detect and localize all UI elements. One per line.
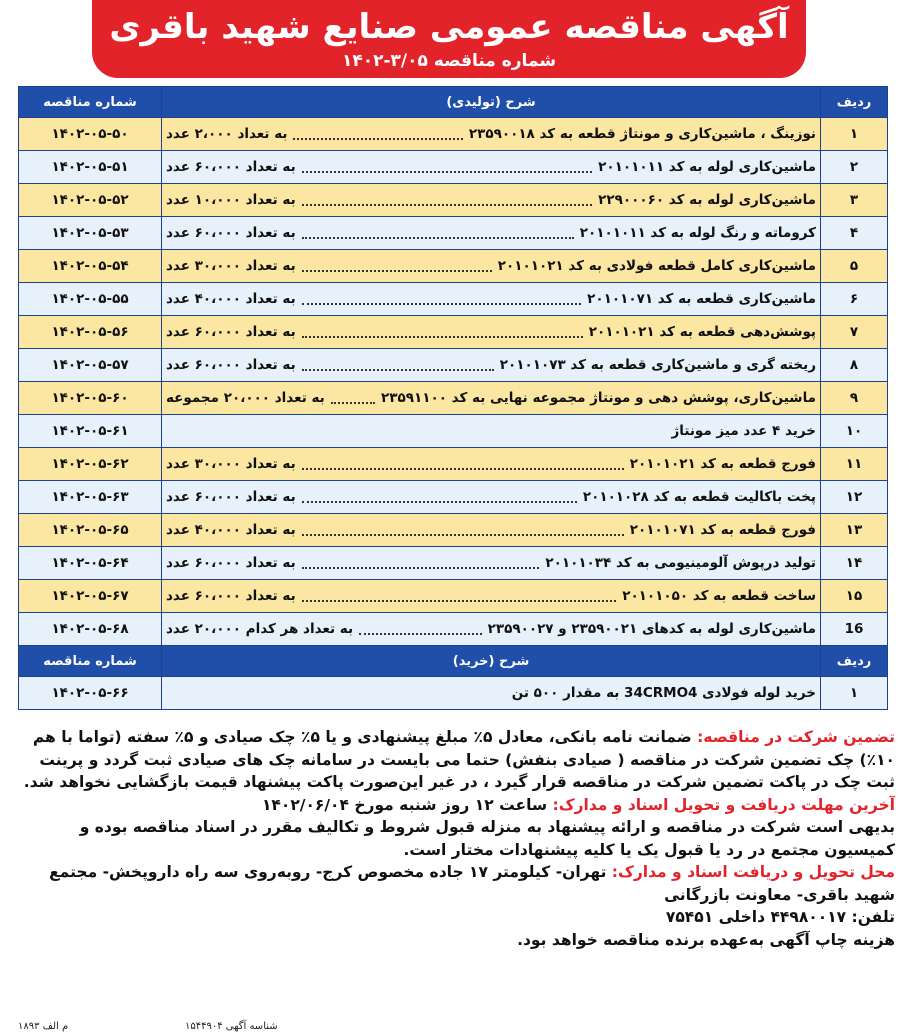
dotted-leader (331, 392, 375, 404)
row-quantity: به تعداد ۲۰،۰۰۰ مجموعه (166, 390, 325, 406)
table-row (19, 613, 888, 646)
row-index: ۸ (821, 349, 888, 382)
row-description (162, 481, 821, 514)
row-description (162, 415, 821, 448)
row-desc-text: پوشش‌دهی قطعه به کد ۲۰۱۰۱۰۲۱ (588, 324, 816, 340)
row-index: ۱۴ (821, 547, 888, 580)
deadline-text: ساعت ۱۲ روز شنبه مورخ ۱۴۰۲/۰۶/۰۴ (261, 795, 548, 814)
row-number: ۱۴۰۲-۰۵-۶۲ (19, 448, 162, 481)
dotted-leader (302, 194, 592, 206)
row-desc-text: ماشین‌کاری لوله به کدهای ۲۳۵۹۰۰۲۱ و ۲۳۵۹۰۰۲۷ (487, 621, 816, 637)
row-description (162, 316, 821, 349)
row-desc-text: فورج قطعه به کد ۲۰۱۰۱۰۷۱ (629, 522, 816, 538)
table-row (19, 415, 888, 448)
ad-code: م الف ۱۸۹۳ (18, 1021, 69, 1032)
row-description (162, 514, 821, 547)
table-row (19, 481, 888, 514)
row-desc-text: ساخت قطعه به کد ۲۰۱۰۱۰۵۰ (622, 588, 816, 604)
dotted-leader (302, 260, 492, 272)
row-desc-text: نوزینگ ، ماشین‌کاری و مونتاژ قطعه به کد ۲۳۵۹۰۰۱۸ (468, 126, 816, 142)
notes-section (12, 726, 895, 951)
row-quantity: به تعداد ۶۰،۰۰۰ عدد (166, 225, 296, 241)
row-index: ۱۵ (821, 580, 888, 613)
dotted-leader (302, 458, 624, 470)
row-number: ۱۴۰۲-۰۵-۵۰ (19, 118, 162, 151)
row-desc-text: فورج قطعه به کد ۲۰۱۰۱۰۲۱ (629, 456, 816, 472)
guarantee-text: ضمانت نامه بانکی، معادل ۵٪ مبلغ پیشنهادی و یا ۵٪ چک صیادی و ۵٪ سفته (تواما با هم ۱۰٪) چک تضمین شرکت در مناقصه ( صیادی بنفش) حتما می بایست در سامانه چک های صیادی ثبت گردد و پرینت ثبت چک در پاکت تضمین شرکت در مناقصه قرار گیرد ، در غیر این‌صورت پاکت پیشنهاد قیمت بازگشایی نخواهد شد. (23, 728, 895, 791)
dotted-leader (302, 359, 494, 371)
row-index: ۱۲ (821, 481, 888, 514)
row-description (162, 151, 821, 184)
dotted-leader (302, 161, 592, 173)
row-quantity: به تعداد ۱۰،۰۰۰ عدد (166, 192, 296, 208)
row-index: ۱۱ (821, 448, 888, 481)
header-description: شرح (تولیدی) (162, 87, 821, 118)
row-quantity: به تعداد ۴۰،۰۰۰ عدد (166, 522, 296, 538)
row-index: ۱ (821, 677, 888, 710)
row-index: ۱ (821, 118, 888, 151)
row-index: ۲ (821, 151, 888, 184)
row-description (162, 349, 821, 382)
dotted-leader (302, 293, 581, 305)
row-number: ۱۴۰۲-۰۵-۶۰ (19, 382, 162, 415)
row-quantity: به تعداد ۶۰،۰۰۰ عدد (166, 588, 296, 604)
guarantee-label: تضمین شرکت در مناقصه: (697, 728, 895, 746)
table-row (19, 547, 888, 580)
row-number: ۱۴۰۲-۰۵-۵۷ (19, 349, 162, 382)
table-row (19, 514, 888, 547)
purchase-header-description: شرح (خرید) (162, 646, 821, 677)
row-description (162, 448, 821, 481)
row-quantity: به تعداد ۶۰،۰۰۰ عدد (166, 357, 296, 373)
row-quantity: به تعداد ۳۰،۰۰۰ عدد (166, 456, 296, 472)
row-number: ۱۴۰۲-۰۵-۶۵ (19, 514, 162, 547)
row-number: ۱۴۰۲-۰۵-۵۳ (19, 217, 162, 250)
row-number: ۱۴۰۲-۰۵-۵۵ (19, 283, 162, 316)
row-number: ۱۴۰۲-۰۵-۵۲ (19, 184, 162, 217)
table-row (19, 217, 888, 250)
delivery-label: محل تحویل و دریافت اسناد و مدارک: (611, 863, 895, 881)
row-desc-text: کروماته و رنگ لوله به کد ۲۰۱۰۱۰۱۱ (579, 225, 816, 241)
table-row (19, 448, 888, 481)
row-quantity: به تعداد ۴۰،۰۰۰ عدد (166, 291, 296, 307)
row-number: ۱۴۰۲-۰۵-۶۸ (19, 613, 162, 646)
phone-text: تلفن: ۴۴۹۸۰۰۱۷ داخلی ۷۵۴۵۱ (665, 908, 895, 926)
dotted-leader (302, 227, 574, 239)
row-description (162, 283, 821, 316)
row-number: ۱۴۰۲-۰۵-۶۱ (19, 415, 162, 448)
row-description (162, 250, 821, 283)
row-description (162, 613, 821, 646)
row-desc-text: ماشین‌کاری لوله به کد ۲۰۱۰۱۰۱۱ (598, 159, 816, 175)
row-desc-text: تولید درپوش آلومینیومی به کد ۲۰۱۰۱۰۳۴ (545, 555, 816, 571)
row-description (162, 118, 821, 151)
table-row (19, 283, 888, 316)
header-banner (92, 0, 806, 78)
production-table (18, 86, 888, 710)
row-desc-text: ریخته گری و ماشین‌کاری قطعه به کد ۲۰۱۰۱۰۷۳ (499, 357, 816, 373)
row-number: ۱۴۰۲-۰۵-۵۴ (19, 250, 162, 283)
row-quantity: به تعداد ۲،۰۰۰ عدد (166, 126, 288, 142)
dotted-leader (302, 524, 624, 536)
row-index: ۴ (821, 217, 888, 250)
row-index: ۱۳ (821, 514, 888, 547)
purchase-header-index: ردیف (821, 646, 888, 677)
row-number: ۱۴۰۲-۰۵-۶۳ (19, 481, 162, 514)
purchase-header-number: شماره مناقصه (19, 646, 162, 677)
row-quantity: به تعداد ۶۰،۰۰۰ عدد (166, 489, 296, 505)
row-desc-text: ماشین‌کاری کامل قطعه فولادی به کد ۲۰۱۰۱۰۲۱ (497, 258, 816, 274)
table-row (19, 151, 888, 184)
table-row (19, 316, 888, 349)
dotted-leader (302, 590, 617, 602)
delivery-paragraph (12, 861, 895, 906)
row-description (162, 580, 821, 613)
row-index: ۵ (821, 250, 888, 283)
dotted-leader (302, 326, 583, 338)
table-row (19, 580, 888, 613)
row-description: خرید لوله فولادی 34CRMO4 به مقدار ۵۰۰ تن (162, 677, 821, 710)
table-row (19, 184, 888, 217)
table-row (19, 677, 888, 710)
tender-number: شماره مناقصه ۳/۰۵-۱۴۰۲ (341, 51, 557, 71)
header-number: شماره مناقصه (19, 87, 162, 118)
row-quantity: به تعداد ۶۰،۰۰۰ عدد (166, 159, 296, 175)
row-quantity: به تعداد ۳۰،۰۰۰ عدد (166, 258, 296, 274)
dotted-leader (302, 557, 540, 569)
ad-id: شناسه آگهی ۱۵۴۴۹۰۴ (185, 1021, 278, 1032)
header-index: ردیف (821, 87, 888, 118)
row-desc-text: ماشین‌کاری لوله به کد ۲۲۹۰۰۰۶۰ (598, 192, 816, 208)
row-number: ۱۴۰۲-۰۵-۵۶ (19, 316, 162, 349)
row-number: ۱۴۰۲-۰۵-۶۴ (19, 547, 162, 580)
row-quantity: به تعداد هر کدام ۲۰،۰۰۰ عدد (166, 621, 354, 637)
row-index: ۱۰ (821, 415, 888, 448)
row-index: ۹ (821, 382, 888, 415)
table-row (19, 382, 888, 415)
row-desc-text: خرید ۴ عدد میز مونتاژ (671, 423, 816, 439)
deadline-paragraph (12, 794, 895, 817)
row-description (162, 547, 821, 580)
guarantee-paragraph (12, 726, 895, 794)
row-index: ۳ (821, 184, 888, 217)
conditions-text: بدیهی است شرکت در مناقصه و ارائه پیشنهاد به منزله قبول شروط و تکالیف مقرر در اسناد مناقصه بوده و کمیسیون مجتمع در رد یا قبول یک یا کلیه پیشنهادات مختار است. (79, 818, 895, 859)
table-row (19, 349, 888, 382)
row-number: ۱۴۰۲-۰۵-۶۶ (19, 677, 162, 710)
delivery-text: تهران- کیلومتر ۱۷ جاده مخصوص کرج- روبه‌روی سه راه داروپخش- مجتمع شهید باقری- معاونت بازرگانی (49, 863, 895, 904)
table-row (19, 250, 888, 283)
row-description (162, 184, 821, 217)
dotted-leader (293, 128, 462, 140)
row-desc-text: ماشین‌کاری، پوشش دهی و مونتاژ مجموعه نهایی به کد ۲۳۵۹۱۱۰۰ (381, 390, 816, 406)
row-index: ۷ (821, 316, 888, 349)
row-number: ۱۴۰۲-۰۵-۵۱ (19, 151, 162, 184)
dotted-leader (302, 491, 577, 503)
page-title: آگهی مناقصه عمومی صنایع شهید باقری (109, 7, 789, 47)
table-row (19, 118, 888, 151)
row-description (162, 382, 821, 415)
row-index: ۶ (821, 283, 888, 316)
deadline-label: آخرین مهلت دریافت و تحویل اسناد و مدارک: (552, 795, 895, 814)
row-description (162, 217, 821, 250)
dotted-leader (359, 623, 482, 635)
cost-text: هزینه چاپ آگهی به‌عهده برنده مناقصه خواهد بود. (517, 930, 895, 949)
row-desc-text: ماشین‌کاری قطعه به کد ۲۰۱۰۱۰۷۱ (587, 291, 816, 307)
row-desc-text: پخت باکالیت قطعه به کد ۲۰۱۰۱۰۲۸ (582, 489, 816, 505)
row-quantity: به تعداد ۶۰،۰۰۰ عدد (166, 555, 296, 571)
row-quantity: به تعداد ۶۰،۰۰۰ عدد (166, 324, 296, 340)
row-index: 16 (821, 613, 888, 646)
row-number: ۱۴۰۲-۰۵-۶۷ (19, 580, 162, 613)
